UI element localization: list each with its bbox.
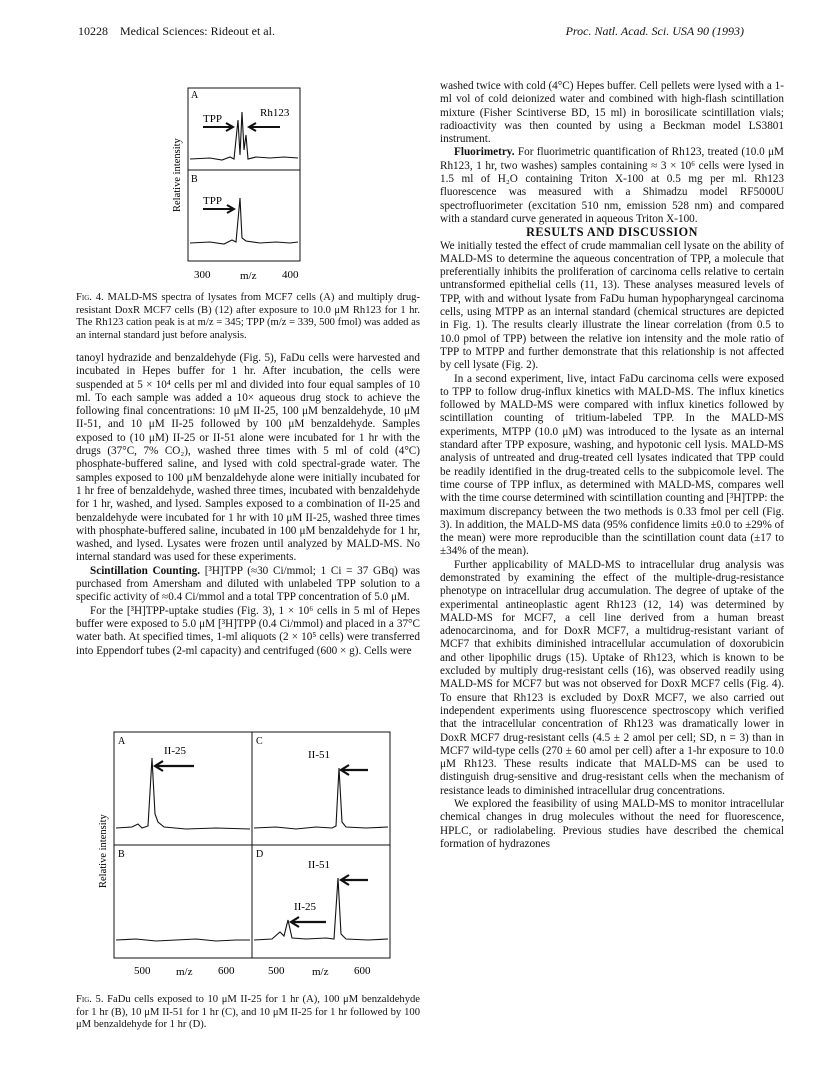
fig5-trace-c	[254, 768, 388, 829]
scintillation-text: [³H]TPP (≈30 Ci/mmol; 1 Ci = 37 GBq) was purchased from Amersham and diluted with unlabeled TPP solution to a specific activity of ≈0.4 Ci/mmol and a total TPP concentration of 5.0 μM.	[76, 564, 420, 604]
fig5-label-ii25-d: II-25	[294, 901, 316, 913]
results-paragraph-3: Further applicability of MALD-MS to intracellular drug analysis was demonstrated by examining the effect of the multiple-drug-resistance phenotype on intracellular drug accumulation. The degree of uptake of the experimental antineoplastic agent Rh123 (12, 14) was determined by MALD-MS for MCF7, a cell line derived from a human breast adenocarcinoma, and for DoxR MCF7, a multidrug-resistant variant of MCF7 that exhibits diminished intracellular accumulation of doxorubicin and other lipophilic drugs (15). Uptake of Rh123, which is known to be excluded by multiply drug-resistant cells (16), was observed readily using MALD-MS for MCF7 but was not observed for DoxR MCF7 cells (Fig. 4). To ensure that Rh123 is excluded by DoxR MCF7, we also carried out independent experiments using fluorescence spectroscopy which verified that the intracellular concentration of Rh123 was dramatically lower in DoxR MCF7 drug-resistant cells (4.5 ± 2 amol per cell; SD, n = 3) than in MCF7 wild-type cells (270 ± 60 amol per cell) after a 1-hr exposure to 10.0 μM Rh123. These results indicate that MALD-MS can be used to distinguish drug-sensitive and drug-resistant cells when the mechanism of resistance leads to diminished intracellular drug concentrations.	[440, 558, 784, 797]
fig4-label-tpp-b: TPP	[203, 195, 222, 207]
fig5-arrow-ii51-c	[341, 765, 368, 775]
fig5-xtick-600-right: 600	[354, 965, 371, 977]
journal-citation: Proc. Natl. Acad. Sci. USA 90 (1993)	[565, 24, 744, 38]
uptake-paragraph: For the [³H]TPP-uptake studies (Fig. 3), 1 × 10⁶ cells in 5 ml of Hepes buffer were exposed to 5.0 μM [³H]TPP (0.4 Ci/mmol) and placed in a 37°C water bath. At specified times, 1-ml aliquots (2 × 10⁵ cells) were transferred into Eppendorf tubes (2-ml capacity) and centrifuged (600 × g). Cells were	[76, 604, 420, 657]
fig4-xtick-300: 300	[194, 269, 211, 281]
left-body	[76, 352, 420, 658]
fig5-label-ii25-a: II-25	[164, 745, 186, 757]
fig5-trace-d	[254, 878, 388, 940]
scintillation-heading: Scintillation Counting.	[90, 564, 201, 577]
fig5-panel-d: D	[256, 849, 264, 860]
fig4-arrow-rh123	[249, 123, 280, 131]
fig4-caption	[76, 292, 420, 342]
page-number: 10228	[78, 24, 108, 38]
fig5-ylabel: Relative intensity	[98, 814, 109, 888]
right-body	[440, 80, 784, 851]
results-paragraph-1: We initially tested the effect of crude mammalian cell lysate on the ability of MALD-MS to determine the aqueous concentration of TPP, a molecule that preferentially inhibits the proliferation of carcinoma cells relative to certain untransformed epithelial cells (11, 13). These analyses measured levels of TPP, with and without lysate from FaDu human hypopharyngeal carcinoma cells, using MTPP as an internal standard (chemical structures are depicted in Fig. 1). The results clearly illustrate the linear correlation (from 0.5 to 10.0 pmol of TPP) between the relative ion intensity and the mole ratio of TPP to MTPP and further demonstrate that this relationship is not affected by cell lysate (Fig. 2).	[440, 239, 784, 372]
fig5-label-ii51-d: II-51	[308, 859, 330, 871]
fig5-xtick-600-left: 600	[218, 965, 235, 977]
fig5-xlabel-right: m/z	[312, 966, 329, 978]
fig5-panel-b: B	[118, 849, 125, 860]
figure-5	[96, 728, 400, 980]
fig4-panel-a: A	[191, 90, 199, 101]
fig5-panel-a: A	[118, 736, 126, 747]
results-heading: RESULTS AND DISCUSSION	[526, 225, 698, 240]
fig5-trace-a	[116, 758, 250, 829]
running-header-left	[78, 24, 275, 39]
fig5-trace-b	[116, 939, 250, 941]
figure-4	[160, 80, 320, 285]
results-paragraph-4: We explored the feasibility of using MALD-MS to monitor intracellular chemical changes in drug molecules without the need for fluorescence, HPLC, or radiolabeling. Previous studies have described the chemical formation of hydrazones	[440, 798, 784, 850]
fig4-caption-label: Fig. 4.	[76, 292, 104, 303]
fig4-xtick-400: 400	[282, 269, 299, 281]
scintillation-continuation: washed twice with cold (4°C) Hepes buffer. Cell pellets were lysed with a 1-ml vol of cold deionized water and combined with high-flash scintillation mixture (Fisher Scintiverse BD, 15 ml) in borosilicate scintillation vials; radioactivity was then counted by using a Beckman model LS3801 instrument.	[440, 80, 784, 146]
fig4-caption-text: MALD-MS spectra of lysates from MCF7 cells (A) and multiply drug-resistant DoxR MCF7 cells (B) (12) after exposure to 10.0 μM Rh123 for 1 hr. The Rh123 cation peak is at m/z = 345; TPP (m/z = 339, 500 fmol) was added as an internal standard just before analysis.	[76, 292, 420, 341]
fluorimetry-heading: Fluorimetry.	[454, 146, 515, 159]
fig4-label-tpp-a: TPP	[203, 113, 222, 125]
fig4-ylabel: Relative intensity	[172, 138, 183, 212]
fluorimetry-paragraph	[440, 146, 784, 226]
fig5-arrow-ii25-d	[291, 917, 326, 927]
scintillation-paragraph	[76, 565, 420, 605]
fig5-arrow-ii25-a	[155, 761, 194, 771]
results-paragraph-2: In a second experiment, live, intact FaDu carcinoma cells were exposed to TPP to follow drug-influx kinetics with MALD-MS. The influx kinetics followed by MALD-MS were compared with influx kinetics followed by scintillation counting of tritium-labeled TPP. In the MALD-MS experiments, MTPP (10.0 μM) was introduced to the lysate as an internal standard after TPP exposure, washing, and hypotonic cell lysis. MALD-MS analysis of untreated and drug-treated cell lysates indicated that TPP could be readily identified in the drug-treated cells to the subpicomole level. The time course of TPP influx, as determined with MALD-MS, compares well with the time course determined with scintillation counting and [³H]TPP: the maximum discrepancy between the two methods is 0.33 fmol per cell (Fig. 3). In addition, the MALD-MS data (95% confidence limits ±0.0 to ±29% of the mean) were more reproducible than the scintillation count data (±17 to ±34% of the mean).	[440, 372, 784, 558]
fig4-xlabel: m/z	[240, 270, 257, 282]
fig5-caption-text: FaDu cells exposed to 10 μM II-25 for 1 hr (A), 100 μM benzaldehyde for 1 hr (B), 10 μM II-51 for 1 hr (C), and 10 μM II-25 for 1 hr followed by 100 μM benzaldehyde for 1 hr (D).	[76, 994, 420, 1031]
fluorimetry-text: For fluorimetric quantification of Rh123, treated (10.0 μM Rh123, 1 hr, two washes) samples containing ≈ 3 × 10⁶ cells were lysed in 1.5 ml of H₂O containing Triton X-100 at 0.5 mg per ml. Rh123 fluorescence was measured with a Shimadzu model RF5000U spectrofluorimeter (excitation 510 nm, emission 528 nm) and compared with a standard curve generated in aqueous Triton X-100.	[440, 146, 784, 225]
fig5-xtick-500-left: 500	[134, 965, 151, 977]
fig5-arrow-ii51-d	[341, 875, 368, 885]
fig5-xlabel-left: m/z	[176, 966, 193, 978]
fig5-label-ii51-c: II-51	[308, 749, 330, 761]
fig5-caption	[76, 994, 420, 1032]
fig4-panel-b: B	[191, 174, 198, 185]
section-title: Medical Sciences: Rideout et al.	[120, 24, 275, 38]
fig5-xtick-500-right: 500	[268, 965, 285, 977]
fig5-panel-c: C	[256, 736, 263, 747]
methods-paragraph: tanoyl hydrazide and benzaldehyde (Fig. 5), FaDu cells were harvested and incubated in Hepes buffer for 1 hr. After incubation, the cells were suspended at 5 × 10⁴ cells per ml and divided into four equal samples of 10 ml. To each sample was added a 10× aqueous drug stock to achieve the following final concentrations: 10 μM II-25, 100 μM benzaldehyde, 10 μM II-51, and 10 μM II-25 followed by 100 μM benzaldehyde. Samples exposed to (10 μM) II-25 or II-51 alone were incubated for 1 hr with the drugs (37°C, 7% CO₂), washed three times with 5 ml of cold (4°C) phosphate-buffered saline, and lysed with cold spectral-grade water. The samples exposed to 100 μM benzaldehyde alone were initially incubated for 1 hr free of benzaldehyde, washed three times, incubated with benzaldehyde for 1 hr, washed, and lysed. Samples exposed to a combination of II-25 and benzaldehyde were incubated for 1 hr with 10 μM II-25, washed three times with phosphate-buffered saline, incubated in 100 μM benzaldehyde for 1 hr, washed, and lysed. Lysates were frozen until analyzed by MALD-MS. No internal standard was used for these experiments.	[76, 352, 420, 564]
fig5-caption-label: Fig. 5.	[76, 994, 104, 1005]
fig4-label-rh123: Rh123	[260, 107, 290, 119]
